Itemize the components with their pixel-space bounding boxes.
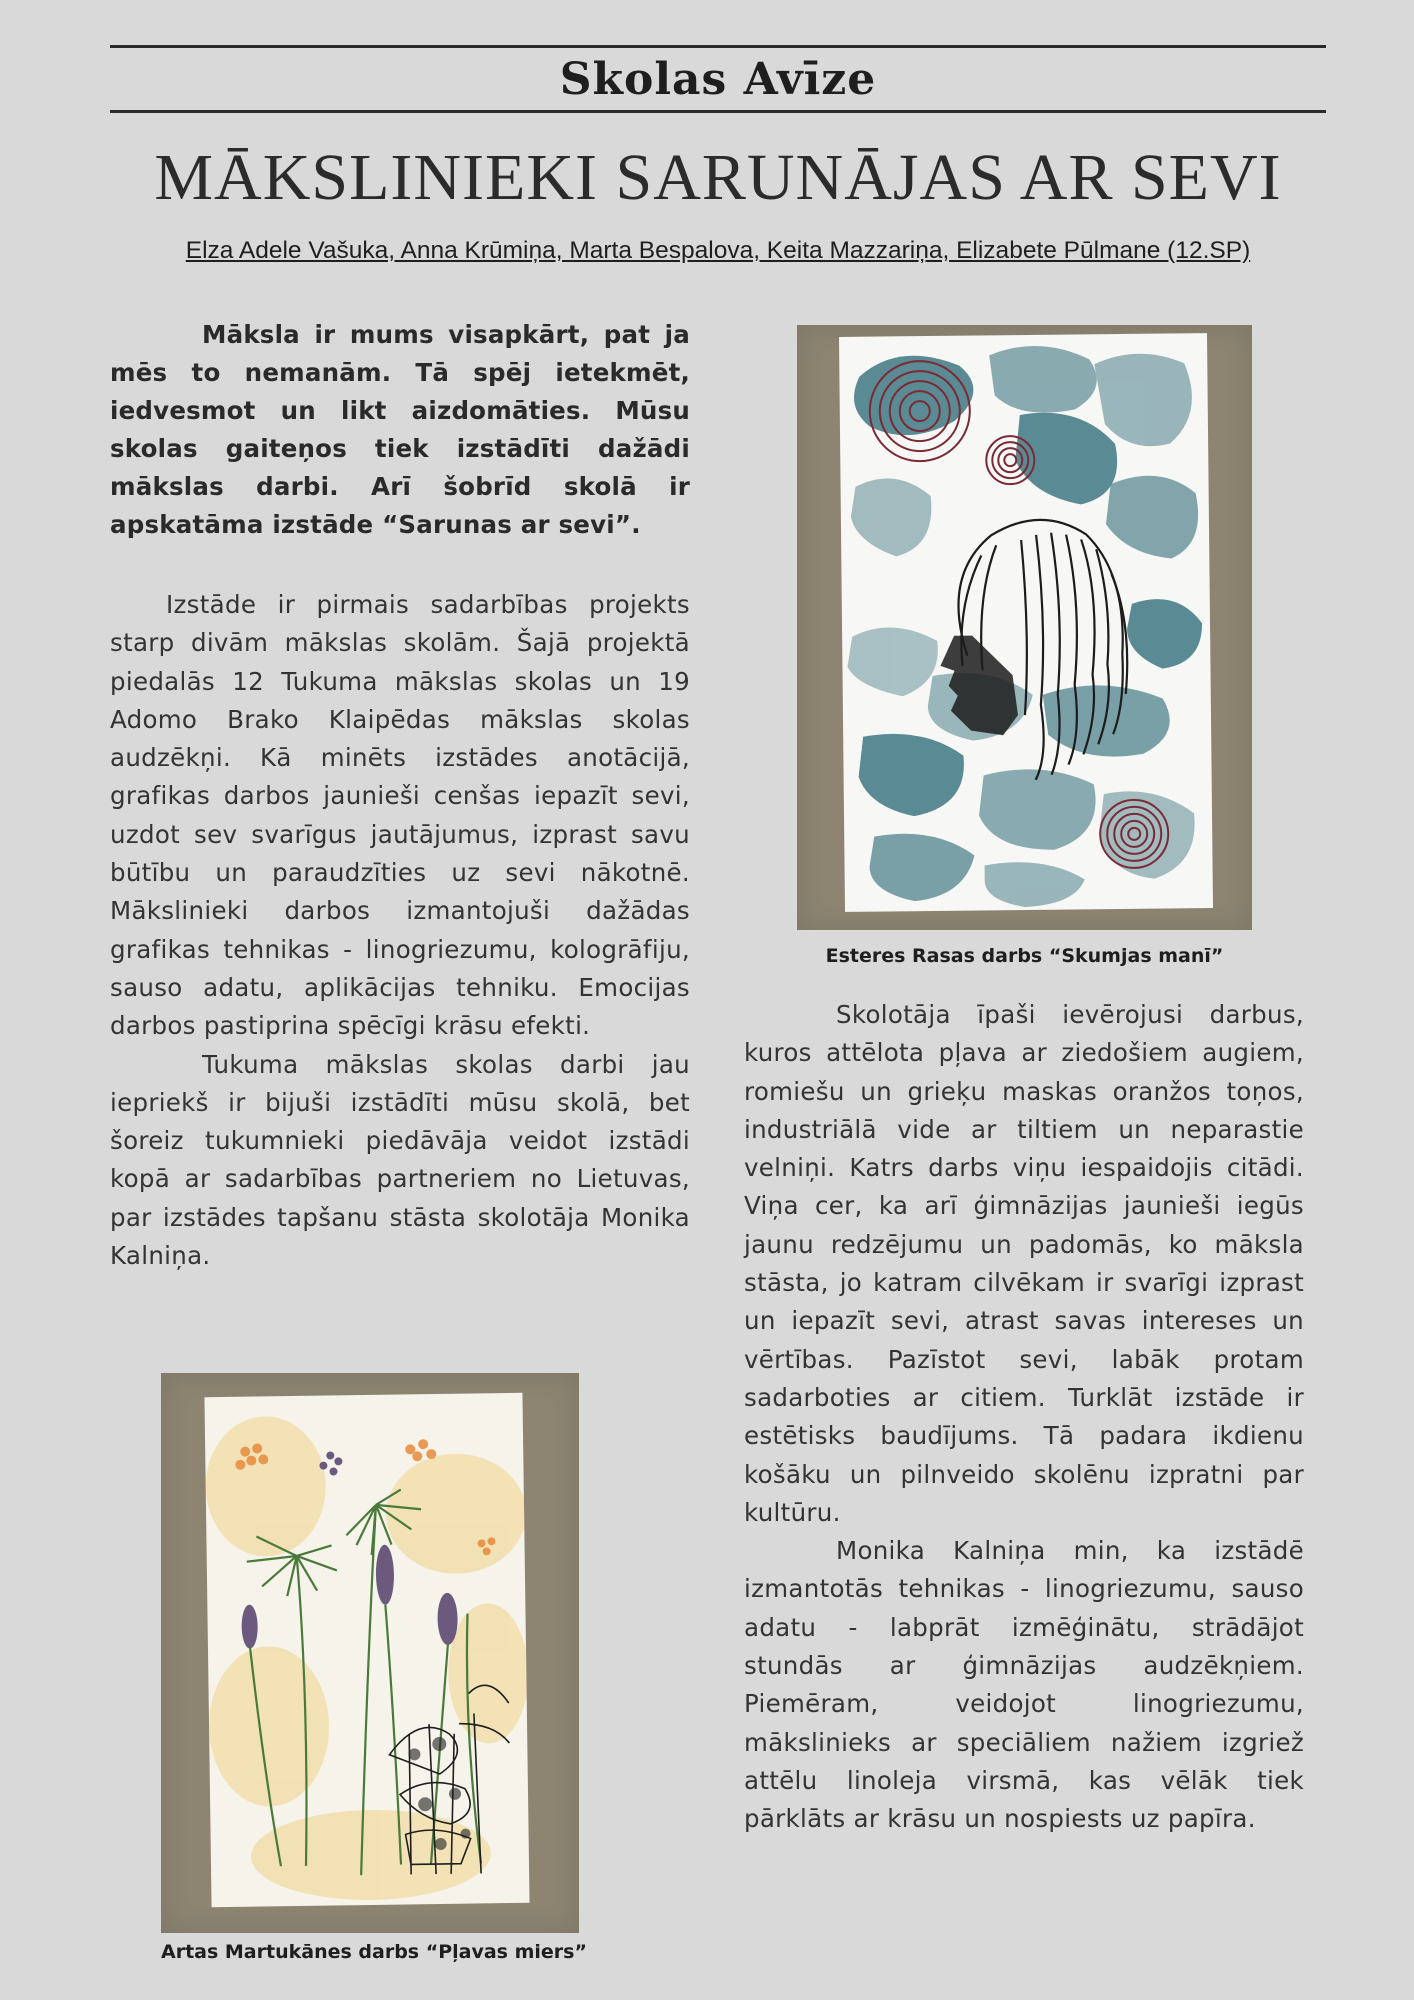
face-print-illustration [839,333,1213,912]
lead-paragraph: Māksla ir mums visapkārt, pat ja mēs to nemanām. Tā spēj ietekmēt, iedvesmot un likt aizdomāties. Mūsu skolas gaiteņos tiek izstādīti dažādi mākslas darbi. Arī šobrīd skolā ir apskatāma izstāde “Sarunas ar sevi”. [110,320,690,539]
caption-top-image: Esteres Rasas darbs “Skumjas manī” [825,945,1224,967]
newspaper-masthead: Skolas Avīze [559,54,877,105]
article-headline: MĀKSLINIEKI SARUNĀJAS AR SEVI [154,141,1282,214]
artwork-photo-plavas [161,1373,579,1933]
body-paragraph-2: Tukuma mākslas skolas darbi jau iepriekš ir bijuši izstādīti mūsu skolā, bet šoreiz tukumnieki piedāvāja veidot izstādi kopā ar sadarbības partneriem no Lietuvas, par izstādes tapšanu stāsta skolotāja Monika Kalniņa. [110,1049,690,1271]
meadow-print-illustration [204,1393,529,1907]
body-paragraph-4: Monika Kalniņa min, ka izstādē izmantotās tehnikas - linogriezumu, sauso adatu - labprāt izmēģinātu, strādājot stundās ar ģimnāzijas audzēkņiem. Piemēram, veidojot linogriezumu, mākslinieks ar speciāliem nažiem izgriež attēlu linoleja virsmā, kas vēlāk tiek pārklāts ar krāsu un nospiests uz papīra. [744,1536,1304,1834]
caption-bottom-image: Artas Martukānes darbs “Pļavas miers” [161,1941,587,1963]
artwork-print-paper-2 [204,1393,529,1907]
body-paragraph-3: Skolotāja īpaši ievērojusi darbus, kuros attēlota pļava ar ziedošiem augiem, romiešu un grieķu maskas oranžos toņos, industriālā vide ar tiltiem un neparastie velniņi. Katrs darbs viņu iespaidojis citādi. Viņa cer, ka arī ģimnāzijas jaunieši iegūs jaunu redzējumu un padomās, ko māksla stāsta, jo katram cilvēkam ir svarīgi izprast un iepazīt sevi, atrast savas intereses un vērtības. Pazīstot sevi, labāk protam sadarboties ar citiem. Turklāt izstāde ir estētisks baudījums. Tā padara ikdienu košāku un pilnveido skolēnu izpratni par kultūru. [744,1000,1304,1527]
body-paragraph-1: Izstāde ir pirmais sadarbības projekts starp divām mākslas skolām. Šajā projektā piedalās 12 Tukuma mākslas skolas un 19 Adomo Brako Klaipēdas mākslas skolas audzēkņi. Kā minēts izstādes anotācijā, grafikas darbos jaunieši cenšas iepazīt sevi, uzdot sev svarīgus jautājumus, izprast savu būtību un paraudzīties uz sevi nākotnē. Mākslinieki darbos izmantojuši dažādas grafikas tehnikas - linogriezumu, kologrāfiju, sauso adatu, aplikācijas tehniku. Emocijas darbos pastiprina spēcīgi krāsu efekti. [110,590,690,1041]
left-column [110,316,690,1275]
masthead-top-rule [110,45,1326,48]
right-column [744,996,1304,1839]
article-byline: Elza Adele Vašuka, Anna Krūmiņa, Marta Bespalova, Keita Mazzariņa, Elizabete Pūlmane (12.SP) [185,237,1251,264]
masthead-bottom-rule [110,110,1326,113]
artwork-print-paper [839,333,1213,912]
artwork-photo-skumjas [797,325,1252,930]
